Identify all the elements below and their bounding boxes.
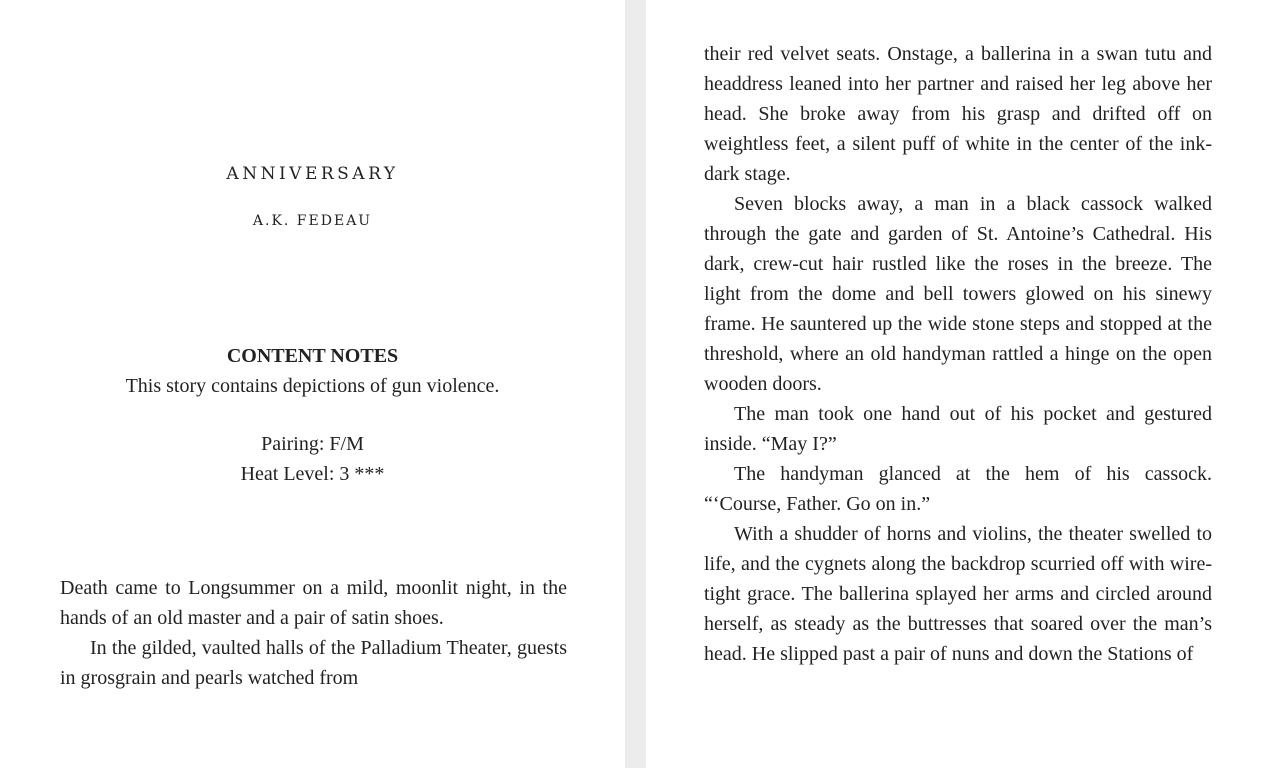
paragraph: The handyman glanced at the hem of his cassock. “‘Course, Father. Go on in.” [704,463,1212,515]
page-gutter [625,0,646,768]
pairing-line: Pairing: F/M [261,433,364,455]
paragraph: Death came to Longsummer on a mild, moonlit night, in the hands of an old master and a pair of satin shoes. [60,577,567,629]
content-notes-text: This story contains depictions of gun violence. [125,375,500,397]
left-page[interactable] [0,0,625,768]
paragraph: Seven blocks away, a man in a black cassock walked through the gate and garden of St. Antoine’s Cathedral. His dark, crew-cut hair rustled like the roses in the breeze. The light from the dome and bell towers glowed on his sinewy frame. He sauntered up the wide stone steps and stopped at the threshold, where an old handyman rattled a hinge on the open wooden doors. [704,193,1212,395]
paragraph: their red velvet seats. Onstage, a ballerina in a swan tutu and headdress leaned into her partner and raised her leg above her head. She broke away from his grasp and drifted off on weightless feet, a silent puff of white in the center of the ink-dark stage. [704,43,1212,185]
paragraph: The man took one hand out of his pocket and gestured inside. “May I?” [704,403,1212,455]
story-author: A.K. FEDEAU [252,213,373,229]
content-notes-heading: CONTENT NOTES [226,345,399,367]
right-page-body [704,39,1212,669]
left-page-body [60,573,567,693]
right-page[interactable] [646,0,1270,768]
heat-level-line: Heat Level: 3 *** [240,463,385,485]
paragraph: With a shudder of horns and violins, the theater swelled to life, and the cygnets along the backdrop scurried off with wire-tight grace. The ballerina splayed her arms and circled around herself, as steady as the buttresses that soared over the man’s head. He slipped past a pair of nuns and down the Stations of [704,523,1212,665]
story-title: ANNIVERSARY [226,164,399,184]
paragraph: In the gilded, vaulted halls of the Palladium Theater, guests in grosgrain and pearls watched from [60,637,567,689]
